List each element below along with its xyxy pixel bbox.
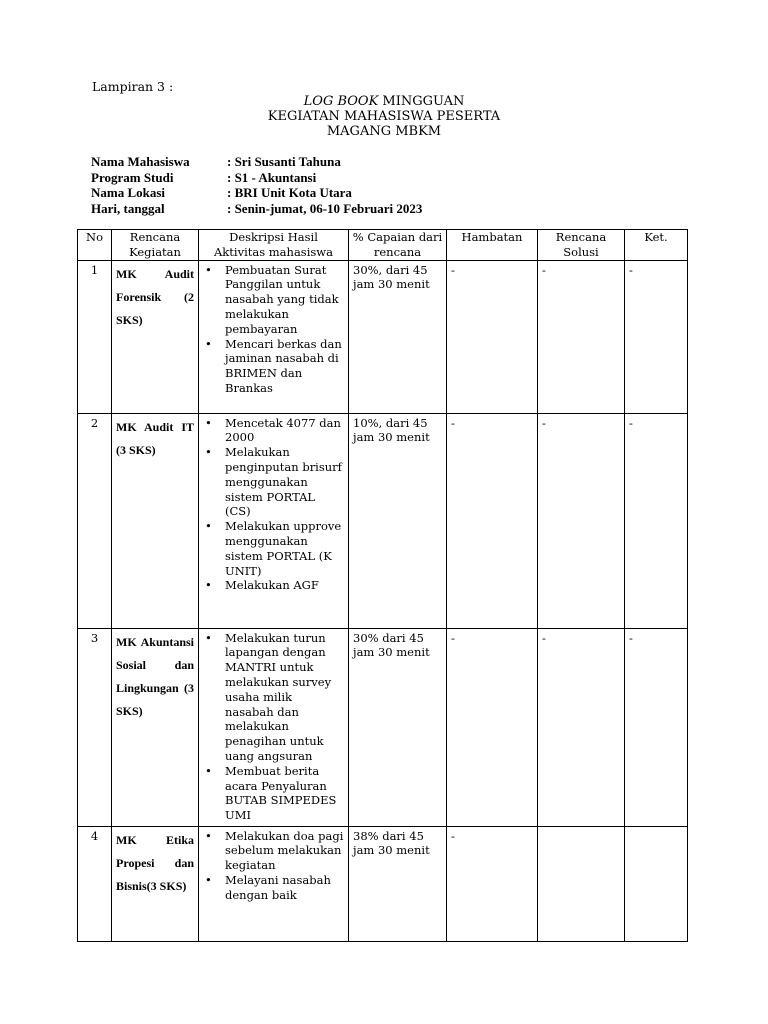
list-item: • Pembuatan Surat Panggilan untuk nasabah yang tidak melakukan pembayaran [225, 263, 344, 337]
list-item: • Membuat berita acara Penyaluran BUTAB SIMPEDES UMI [225, 764, 344, 823]
cell-solusi: - [538, 413, 625, 628]
header-no: No [78, 230, 112, 261]
cell-solusi: - [538, 260, 625, 413]
cell-kegiatan: MK Audit Forensik (2 SKS) [112, 260, 199, 413]
list-item: • Mencari berkas dan jaminan nasabah di BRIMEN dan Brankas [225, 337, 344, 396]
title-line-1 [0, 94, 768, 109]
info-value: : S1 - Akuntansi [227, 169, 317, 185]
list-item: • Melakukan doa pagi sebelum melakukan kegiatan [225, 829, 344, 873]
info-value: : Senin-jumat, 06-10 Februari 2023 [227, 200, 423, 216]
cell-no: 2 [78, 413, 112, 628]
info-label: Program Studi [91, 169, 174, 185]
title-line-3: MAGANG MBKM [326, 124, 442, 139]
header-deskripsi: Deskripsi Hasil Aktivitas mahasiswa [199, 230, 349, 261]
cell-ket: - [625, 260, 688, 413]
cell-capaian: 30% dari 45 jam 30 menit [349, 628, 447, 826]
list-item: • Melayani nasabah dengan baik [225, 873, 344, 903]
info-row [91, 170, 422, 186]
list-item: • Melakukan AGF [225, 578, 344, 593]
cell-solusi: - [538, 628, 625, 826]
header-capaian: % Capaian dari rencana [349, 230, 447, 261]
lampiran-label: Lampiran 3 : [92, 79, 174, 94]
table-row [78, 826, 688, 941]
header-ket: Ket. [625, 230, 688, 261]
info-label: Hari, tanggal [91, 200, 165, 216]
list-item: • Melakukan upprove menggunakan sistem PORTAL (K UNIT) [225, 519, 344, 578]
cell-deskripsi [199, 826, 349, 941]
cell-kegiatan: MK Audit IT (3 SKS) [112, 413, 199, 628]
info-row [91, 201, 422, 217]
cell-deskripsi [199, 628, 349, 826]
info-row [91, 154, 422, 170]
header-rencana: Rencana Kegiatan [112, 230, 199, 261]
cell-no: 4 [78, 826, 112, 941]
cell-kegiatan: MK Akuntansi Sosial dan Lingkungan (3 SKS) [112, 628, 199, 826]
cell-hambatan: - [447, 628, 538, 826]
header-solusi: Rencana Solusi [538, 230, 625, 261]
table-row [78, 260, 688, 413]
table-row [78, 413, 688, 628]
table-row [78, 628, 688, 826]
info-value: : BRI Unit Kota Utara [227, 185, 352, 200]
cell-hambatan: - [447, 413, 538, 628]
title-italic: LOG BOOK [303, 94, 379, 109]
cell-kegiatan: MK Etika Propesi dan Bisnis(3 SKS) [112, 826, 199, 941]
cell-no: 3 [78, 628, 112, 826]
info-row [91, 185, 422, 201]
student-info [91, 154, 422, 216]
cell-ket: - [625, 628, 688, 826]
list-item: • Melakukan penginputan brisurf menggunakan sistem PORTAL (CS) [225, 445, 344, 519]
header-hambatan: Hambatan [447, 230, 538, 261]
list-item: • Melakukan turun lapangan dengan MANTRI untuk melakukan survey usaha milik nasabah dan melakukan penagihan untuk uang angsuran [225, 631, 344, 764]
info-label: Nama Lokasi [91, 185, 166, 200]
table-header-row [78, 230, 688, 261]
document-title [0, 94, 768, 139]
cell-deskripsi [199, 260, 349, 413]
cell-ket: - [625, 413, 688, 628]
cell-ket [625, 826, 688, 941]
cell-solusi [538, 826, 625, 941]
cell-capaian: 38% dari 45 jam 30 menit [349, 826, 447, 941]
title-rest: MINGGUAN [378, 94, 465, 109]
logbook-table [77, 229, 688, 942]
info-label: Nama Mahasiswa [91, 154, 190, 169]
list-item: • Mencetak 4077 dan 2000 [225, 416, 344, 446]
cell-deskripsi [199, 413, 349, 628]
cell-no: 1 [78, 260, 112, 413]
info-value: : Sri Susanti Tahuna [227, 154, 341, 169]
cell-hambatan: - [447, 260, 538, 413]
cell-capaian: 30%, dari 45 jam 30 menit [349, 260, 447, 413]
cell-capaian: 10%, dari 45 jam 30 menit [349, 413, 447, 628]
cell-hambatan: - [447, 826, 538, 941]
title-line-2: KEGIATAN MAHASISWA PESERTA [267, 109, 501, 124]
